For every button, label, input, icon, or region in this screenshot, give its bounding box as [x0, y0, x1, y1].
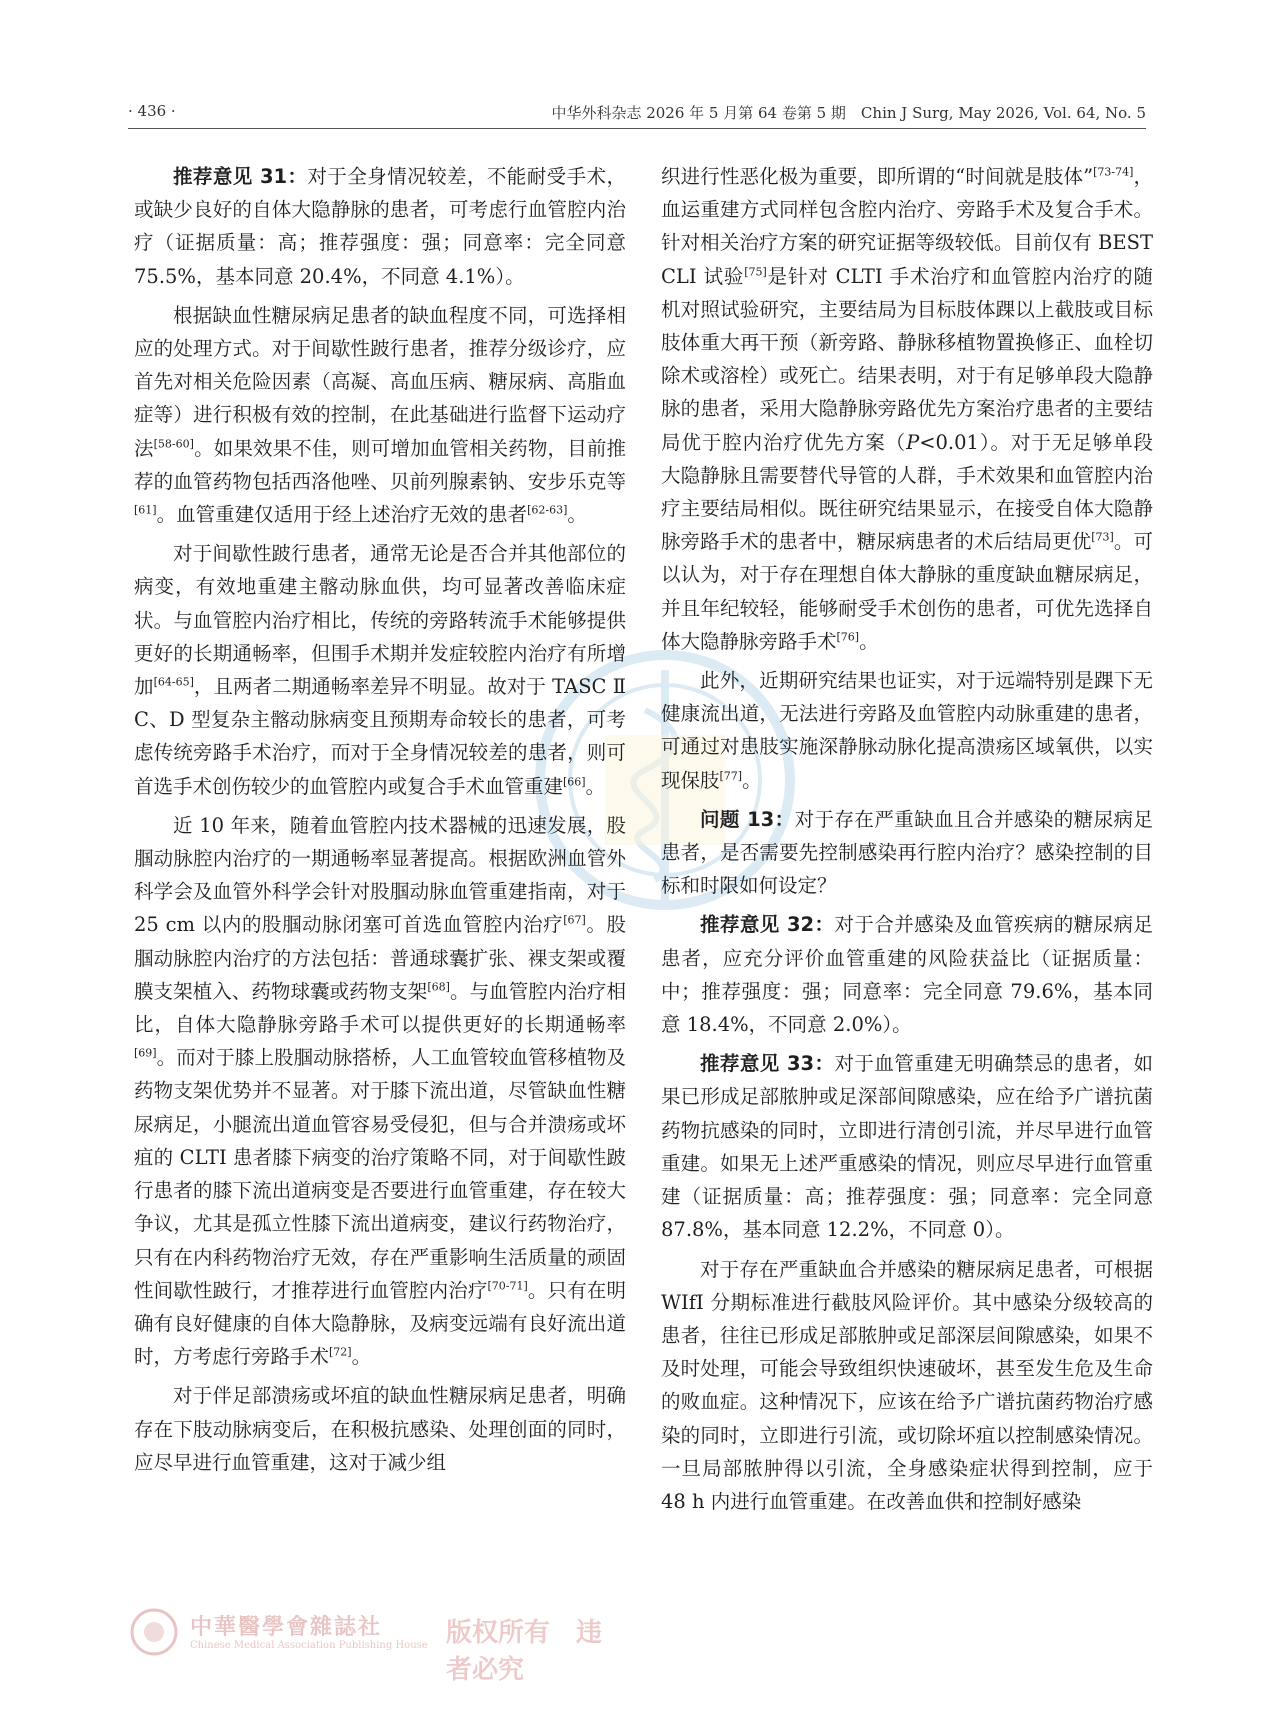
citation-ref: [62-63] [527, 503, 568, 517]
text-run: 。可以认为，对于存在理想自体大静脉的重度缺血糖尿病足，并且年纪较轻，能够耐受手术创伤的患者，可优先选择自体大隐静脉旁路手术 [661, 530, 1153, 653]
recommendation-label: 推荐意见 33： [700, 1052, 835, 1076]
text-run: 近 10 年来，随着血管腔内技术器械的迅速发展，股腘动脉腔内治疗的一期通畅率显著提高。根据欧洲血管外科学会及血管外科学会针对股腘动脉血管重建指南，对于 25 cm 以内的股腘动脉闭塞可首选血管腔内治疗 [134, 813, 626, 937]
p-value-symbol: P [906, 430, 920, 454]
recommendation-text: 对于血管重建无明确禁忌的患者，如果已形成足部脓肿或足深部间隙感染，应在给予广谱抗菌药物抗感染的同时，立即进行清创引流，并尽早进行血管重建。如果无上述严重感染的情况，则应尽早进行血管重建（证据质量：高；推荐强度：强；同意率：完全同意 87.8%，基本同意 12.2%，不同意 0）。 [661, 1052, 1153, 1242]
text-run: 。 [585, 774, 606, 798]
citation-ref: [68] [427, 980, 450, 994]
text-run: 对于间歇性跛行患者，通常无论是否合并其他部位的病变，有效地重建主髂动脉血供，均可显著改善临床症状。与血管腔内治疗相比，传统的旁路转流手术能够提供更好的长期通畅率，但围手术期并发症较腔内治疗有所增加 [134, 542, 626, 699]
citation-ref: [73-74] [1093, 165, 1134, 179]
publisher-logo-icon [128, 1606, 180, 1658]
citation-ref: [70-71] [487, 1279, 528, 1293]
recommendation-text: 对于全身情况较差，不能耐受手术，或缺少良好的自体大隐静脉的患者，可考虑行血管腔内治疗（证据质量：高；推荐强度：强；同意率：完全同意 75.5%，基本同意 20.4%，不同意 4.1%）。 [134, 165, 626, 288]
body-paragraph [661, 1253, 1153, 1519]
text-run: 。 [351, 1345, 372, 1369]
text-run: 。股腘动脉腔内治疗的方法包括：普通球囊扩张、裸支架或覆膜支架植入、药物球囊或药物支架 [134, 913, 626, 1003]
citation-ref: [69] [134, 1046, 157, 1060]
body-paragraph [134, 1379, 626, 1479]
citation-ref: [58-60] [153, 437, 194, 451]
citation-ref: [61] [134, 503, 157, 517]
text-run: ，血运重建方式同样包含腔内治疗、旁路手术及复合手术。针对相关治疗方案的研究证据等级较低。目前仅有 BEST CLI 试验 [661, 165, 1153, 288]
recommendation-32 [661, 908, 1153, 1041]
text-run: 对于伴足部溃疡或坏疽的缺血性糖尿病足患者，明确存在下肢动脉病变后，在积极抗感染、处理创面的同时，应尽早进行血管重建，这对于减少组 [134, 1384, 626, 1474]
running-header [128, 98, 1146, 128]
text-run: 。而对于膝上股腘动脉搭桥，人工血管较血管移植物及药物支架优势并不显著。对于膝下流出道，尽管缺血性糖尿病足，小腿流出道血管容易受侵犯，但与合并溃疡或坏疽的 CLTI 患者膝下病变的治疗策略不同，对于间歇性跛行患者的膝下流出道病变是否要进行血管重建，存在较大争议，尤其是孤立性膝下流出道病变，建议行药物治疗，只有在内科药物治疗无效，存在严重影响生活质量的顽固性间歇性跛行，才推荐进行血管腔内治疗 [134, 1046, 626, 1302]
text-run: 织进行性恶化极为重要，即所谓的“时间就是肢体” [661, 165, 1094, 188]
text-run: 。 [859, 629, 879, 653]
text-run: <0.01）。对于无足够单段大隐静脉且需要替代导管的人群，手术效果和血管腔内治疗主要结局相似。既往研究结果显示，在接受自体大隐静脉旁路手术的患者中，糖尿病患者的术后结局更优 [661, 430, 1153, 554]
text-run: 。如果效果不佳，则可增加血管相关药物，目前推荐的血管药物包括西洛他唑、贝前列腺素钠、安步乐克等 [134, 436, 626, 493]
citation-ref: [67] [563, 913, 586, 927]
right-column [661, 160, 1153, 1524]
text-run: ，且两者二期通畅率差异不明显。故对于 TASC Ⅱ C、D 型复杂主髂动脉病变且预期寿命较长的患者，可考虑传统旁路手术治疗，而对于全身情况较差的患者，则可首选手术创伤较少的血管腔内或复合手术血管重建 [134, 675, 626, 798]
recommendation-31 [134, 160, 626, 293]
citation-ref: [76] [836, 630, 860, 644]
body-paragraph [134, 299, 626, 531]
recommendation-text: 对于合并感染及血管疾病的糖尿病足患者，应充分评价血管重建的风险获益比（证据质量：中；推荐强度：强；同意率：完全同意 79.6%，基本同意 18.4%，不同意 2.0%）。 [661, 913, 1153, 1037]
publisher-name-en: Chinese Medical Association Publishing House [190, 1640, 428, 1651]
publisher-name-cn: 中華醫學會雜誌社 [190, 1614, 383, 1640]
citation-ref: [75] [744, 265, 767, 279]
page-number: · 436 · [128, 102, 176, 120]
citation-ref: [72] [329, 1345, 352, 1359]
text-run: 根据缺血性糖尿病足患者的缺血程度不同，可选择相应的处理方式。对于间歇性跛行患者，推荐分级诊疗，应首先对相关危险因素（高凝、高血压病、糖尿病、高脂血症等）进行积极有效的控制，在此基础进行监督下运动疗法 [134, 303, 626, 460]
body-paragraph-continued [661, 160, 1153, 658]
body-paragraph [134, 809, 626, 1373]
text-run: 此外，近期研究结果也证实，对于远端特别是踝下无健康流出道，无法进行旁路及血管腔内动脉重建的患者，可通过对患肢实施深静脉动脉化提高溃疡区域氧供，以实现保肢 [661, 669, 1153, 792]
citation-ref: [64-65] [153, 675, 194, 689]
text-run: 。 [742, 768, 762, 792]
journal-citation: 中华外科杂志 2026 年 5 月第 64 卷第 5 期 Chin J Surg, May 2026, Vol. 64, No. 5 [551, 104, 1146, 122]
recommendation-33 [661, 1047, 1153, 1246]
copyright-notice: 版权所有 违者必究 [446, 1618, 603, 1685]
text-run: 。与血管腔内治疗相比，自体大隐静脉旁路手术可以提供更好的长期通畅率 [134, 979, 626, 1037]
recommendation-label: 推荐意见 31： [173, 165, 308, 188]
recommendation-label: 推荐意见 32： [700, 913, 835, 937]
citation-ref: [77] [719, 769, 743, 783]
question-13 [661, 803, 1153, 903]
text-run: 是针对 CLTI 手术治疗和血管腔内治疗的随机对照试验研究，主要结局为目标肢体踝以上截肢或目标肢体重大再干预（新旁路、静脉移植物置换修正、血栓切除术或溶栓）或死亡。结果表明，对于有足够单段大隐静脉的患者，采用大隐静脉旁路优先方案治疗患者的主要结局优于腔内治疗优先方案（ [661, 264, 1153, 454]
body-paragraph [134, 537, 626, 803]
publisher-watermark [128, 1602, 608, 1685]
citation-ref: [66] [563, 775, 586, 789]
question-text: 对于存在严重缺血且合并感染的糖尿病足患者，是否需要先控制感染再行腔内治疗？感染控制的目标和时限如何设定？ [661, 807, 1153, 898]
text-run: 。 [567, 503, 587, 527]
body-paragraph [661, 664, 1153, 797]
left-column [134, 160, 626, 1485]
text-run: 。血管重建仅适用于经上述治疗无效的患者 [156, 503, 528, 527]
text-run: 。只有在明确有良好健康的自体大隐静脉，及病变远端有良好流出道时，方考虑行旁路手术 [134, 1278, 626, 1369]
citation-ref: [73] [1091, 530, 1114, 544]
header-rule [128, 128, 1146, 129]
text-run: 对于存在严重缺血合并感染的糖尿病足患者，可根据 WIfI 分期标准进行截肢风险评价。其中感染分级较高的患者，往往已形成足部脓肿或足部深层间隙感染，如果不及时处理，可能会导致组织快速破坏，甚至发生危及生命的败血症。这种情况下，应该在给予广谱抗菌药物治疗感染的同时，立即进行引流，或切除坏疽以控制感染情况。一旦局部脓肿得以引流，全身感染症状得到控制，应于 48 h 内进行血管重建。在改善血供和控制好感染 [661, 1257, 1153, 1513]
question-label: 问题 13： [700, 807, 795, 831]
